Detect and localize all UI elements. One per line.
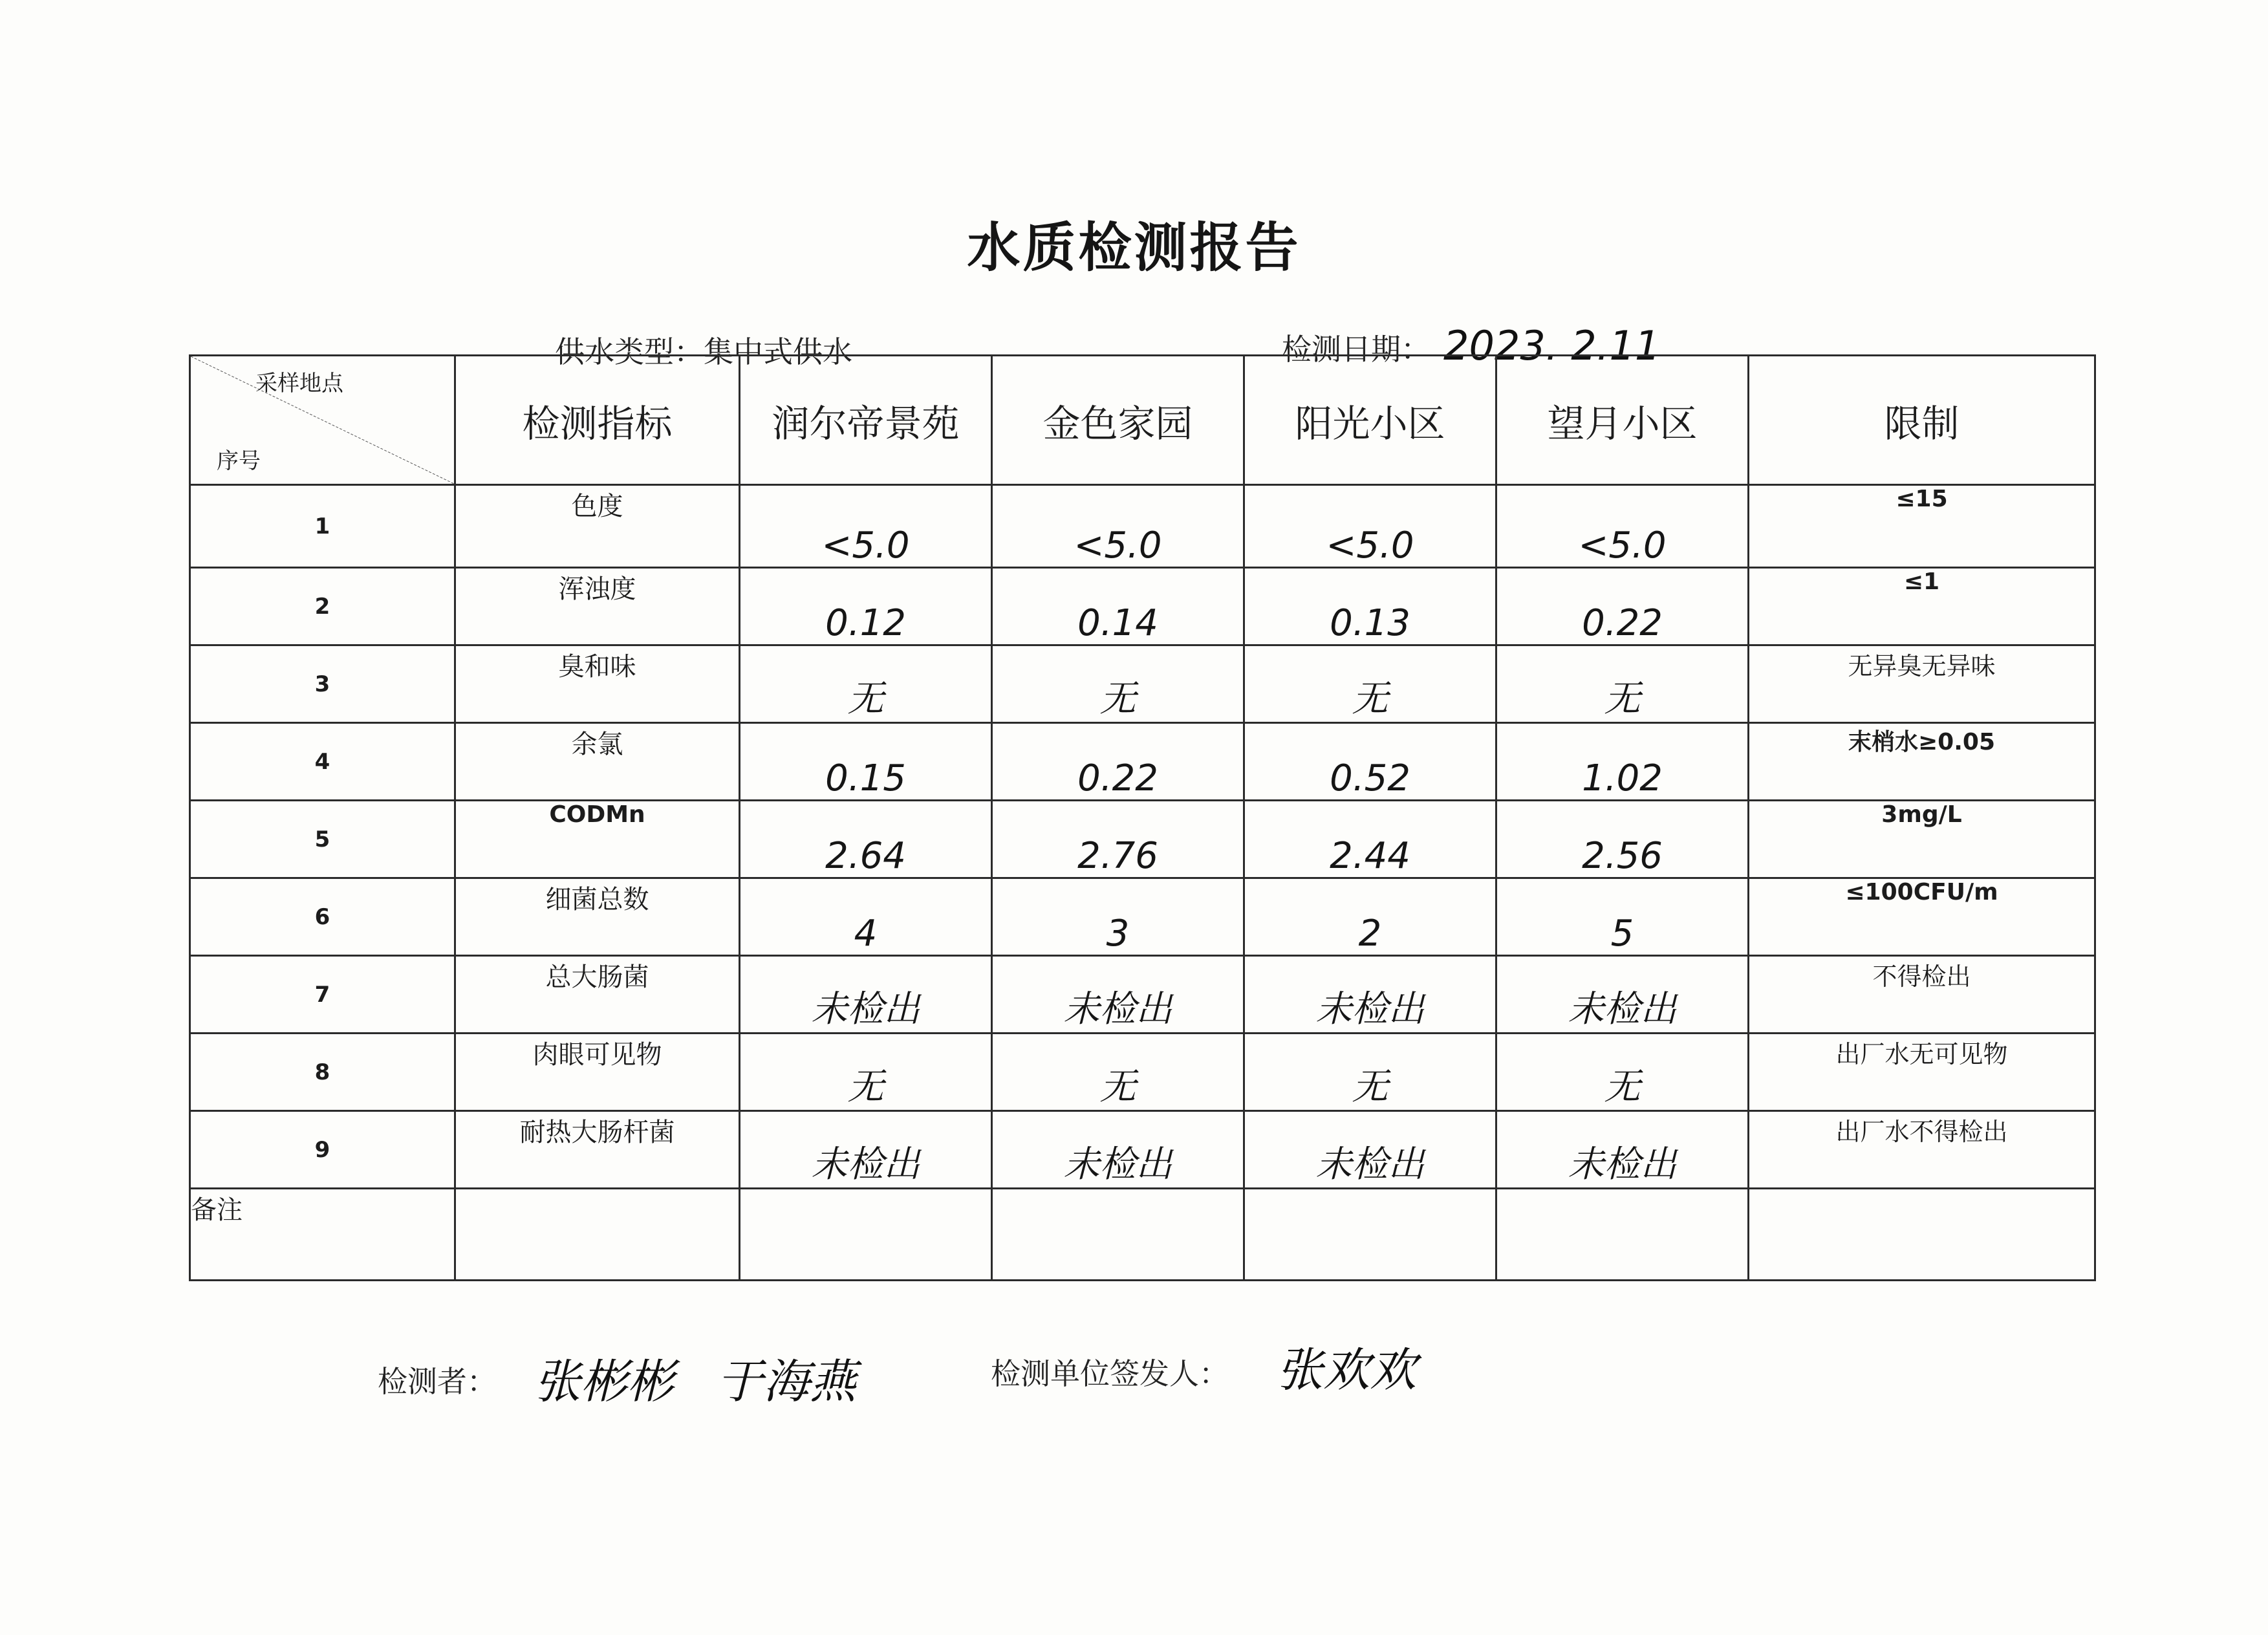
table-row: [190, 485, 2095, 568]
row-number: 4: [190, 723, 455, 801]
value-cell: 0.12: [740, 568, 992, 645]
supply-type-label: 供水类型：: [555, 334, 704, 369]
limit-cell: 末梢水≥0.05: [1749, 723, 2095, 801]
note-cell: [1244, 1189, 1496, 1281]
note-label: 备注: [190, 1189, 455, 1281]
corner-cell: [190, 356, 455, 485]
indicator-name: 肉眼可见物: [455, 1034, 740, 1111]
value-cell: 5: [1496, 878, 1749, 956]
value-cell: <5.0: [740, 485, 992, 568]
note-cell: [1496, 1189, 1749, 1281]
limit-cell: ≤15: [1749, 485, 2095, 568]
test-date-value: 2023. 2.11: [1443, 322, 1661, 369]
row-number: 9: [190, 1111, 455, 1189]
note-row: [190, 1189, 2095, 1281]
table-row: [190, 956, 2095, 1034]
limit-cell: 不得检出: [1749, 956, 2095, 1034]
results-table: [189, 354, 2096, 1281]
header-site-2: 金色家园: [992, 356, 1244, 485]
table-row: [190, 568, 2095, 645]
limit-cell: 出厂水无可见物: [1749, 1034, 2095, 1111]
value-cell: 0.22: [992, 723, 1244, 801]
row-number: 7: [190, 956, 455, 1034]
value-cell: 2.44: [1244, 801, 1496, 878]
value-cell: 未检出: [992, 956, 1244, 1034]
row-number: 1: [190, 485, 455, 568]
value-cell: 无: [992, 1034, 1244, 1111]
value-cell: 0.52: [1244, 723, 1496, 801]
header-limit: 限制: [1749, 356, 2095, 485]
value-cell: <5.0: [992, 485, 1244, 568]
value-cell: 无: [1496, 1034, 1749, 1111]
value-cell: 无: [740, 645, 992, 723]
issuer-label: 检测单位签发人：: [991, 1356, 1229, 1391]
table-row: [190, 1034, 2095, 1111]
indicator-name: 总大肠菌: [455, 956, 740, 1034]
value-cell: 无: [1244, 645, 1496, 723]
value-cell: 未检出: [740, 1111, 992, 1189]
indicator-name: 余氯: [455, 723, 740, 801]
value-cell: 无: [740, 1034, 992, 1111]
value-cell: 3: [992, 878, 1244, 956]
indicator-name: 耐热大肠杆菌: [455, 1111, 740, 1189]
limit-cell: ≤100CFU/m: [1749, 878, 2095, 956]
value-cell: 2.56: [1496, 801, 1749, 878]
value-cell: 未检出: [740, 956, 992, 1034]
value-cell: <5.0: [1496, 485, 1749, 568]
header-site-4: 望月小区: [1496, 356, 1749, 485]
limit-cell: ≤1: [1749, 568, 2095, 645]
value-cell: 无: [1496, 645, 1749, 723]
value-cell: 0.22: [1496, 568, 1749, 645]
row-number: 5: [190, 801, 455, 878]
row-number: 8: [190, 1034, 455, 1111]
value-cell: 2.64: [740, 801, 992, 878]
row-number: 2: [190, 568, 455, 645]
table-row: [190, 801, 2095, 878]
indicator-name: CODMn: [455, 801, 740, 878]
header-site-3: 阳光小区: [1244, 356, 1496, 485]
note-cell: [1749, 1189, 2095, 1281]
table-row: [190, 645, 2095, 723]
test-date-label: 检测日期：: [1282, 332, 1431, 367]
value-cell: 无: [992, 645, 1244, 723]
value-cell: 0.15: [740, 723, 992, 801]
table-row: [190, 878, 2095, 956]
value-cell: 0.13: [1244, 568, 1496, 645]
table-row: [190, 723, 2095, 801]
value-cell: 2: [1244, 878, 1496, 956]
value-cell: 0.14: [992, 568, 1244, 645]
tester-signature-2: 于海燕: [717, 1354, 857, 1409]
limit-cell: 无异臭无异味: [1749, 645, 2095, 723]
note-cell: [992, 1189, 1244, 1281]
limit-cell: 出厂水不得检出: [1749, 1111, 2095, 1189]
indicator-name: 细菌总数: [455, 878, 740, 956]
header-indicator: 检测指标: [455, 356, 740, 485]
value-cell: 未检出: [992, 1111, 1244, 1189]
indicator-name: 臭和味: [455, 645, 740, 723]
corner-label-location: 采样地点: [255, 371, 343, 396]
value-cell: 1.02: [1496, 723, 1749, 801]
note-cell: [455, 1189, 740, 1281]
value-cell: 未检出: [1496, 1111, 1749, 1189]
value-cell: 无: [1244, 1034, 1496, 1111]
issuer-signature: 张欢欢: [1277, 1343, 1417, 1397]
value-cell: 2.76: [992, 801, 1244, 878]
header-row: [190, 356, 2095, 485]
value-cell: 未检出: [1244, 1111, 1496, 1189]
header-site-1: 润尔帝景苑: [740, 356, 992, 485]
indicator-name: 色度: [455, 485, 740, 568]
note-cell: [740, 1189, 992, 1281]
corner-label-number: 序号: [217, 448, 261, 474]
page-title: 水质检测报告: [967, 217, 1301, 279]
row-number: 3: [190, 645, 455, 723]
indicator-name: 浑浊度: [455, 568, 740, 645]
value-cell: 未检出: [1244, 956, 1496, 1034]
table-row: [190, 1111, 2095, 1189]
row-number: 6: [190, 878, 455, 956]
value-cell: 未检出: [1496, 956, 1749, 1034]
value-cell: <5.0: [1244, 485, 1496, 568]
tester-signature-1: 张彬彬: [534, 1354, 675, 1409]
limit-cell: 3mg/L: [1749, 801, 2095, 878]
supply-type-value: 集中式供水: [704, 334, 852, 369]
value-cell: 4: [740, 878, 992, 956]
tester-label: 检测者：: [378, 1364, 497, 1399]
